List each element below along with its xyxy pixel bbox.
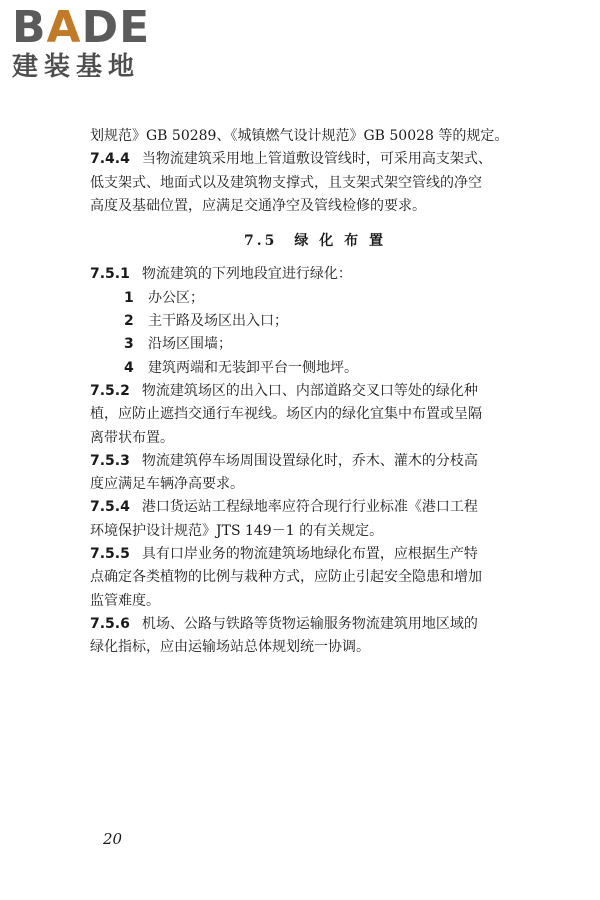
clause-7-4-4: 7.4.4 当物流建筑采用地上管道敷设管线时，可采用高支架式、	[90, 151, 492, 168]
clause-number: 7.5.3	[90, 452, 130, 469]
clause-7-5-6: 7.5.6 机场、公路与铁路等货物运输服务物流建筑用地区域的	[90, 615, 478, 632]
clause-text-line: 环境保护设计规范》JTS 149－1 的有关规定。	[90, 522, 384, 539]
logo-wordmark: BADE	[12, 2, 151, 53]
logo-subtitle: 建装基地	[12, 52, 141, 82]
clause-text-line: 监管难度。	[90, 592, 160, 609]
clause-text-line: 度应满足车辆净高要求。	[90, 476, 244, 493]
clause-number: 7.5.2	[90, 382, 130, 399]
continued-text: 划规范》GB 50289、《城镇燃气设计规范》GB 50028 等的规定。	[90, 128, 509, 144]
clause-text-line: 离带状布置。	[90, 429, 174, 446]
clause-number: 7.5.4	[90, 499, 130, 516]
list-item: 1 办公区；	[124, 289, 204, 306]
clause-text-line: 绿化指标，应由运输场站总体规划统一协调。	[90, 639, 370, 656]
clause-number: 7.5.5	[90, 546, 130, 563]
clause-number: 7.5.6	[90, 615, 130, 632]
clause-number: 7.5.1	[90, 266, 130, 283]
clause-text-line: 低支架式、地面式以及建筑物支撑式，且支架式架空管线的净空	[90, 174, 482, 191]
section-heading: 7.5 绿 化 布 置	[244, 233, 386, 250]
clause-7-5-4: 7.5.4 港口货运站工程绿地率应符合现行行业标准《港口工程	[90, 499, 478, 516]
page-body	[90, 125, 540, 660]
list-item: 3 沿场区围墙；	[124, 336, 232, 353]
clause-7-5-5: 7.5.5 具有口岸业务的物流建筑场地绿化布置，应根据生产特	[90, 546, 478, 563]
clause-text-line: 高度及基础位置，应满足交通净空及管线检修的要求。	[90, 197, 426, 214]
logo-accent-letter: A	[46, 2, 82, 53]
clause-number: 7.4.4	[90, 151, 130, 168]
list-item: 2 主干路及场区出入口；	[124, 313, 288, 330]
clause-7-5-2: 7.5.2 物流建筑场区的出入口、内部道路交叉口等处的绿化种	[90, 382, 478, 399]
page-number: 20	[103, 830, 123, 848]
clause-text-line: 点确定各类植物的比例与栽种方式，应防止引起安全隐患和增加	[90, 569, 482, 586]
clause-text-line: 植，应防止遮挡交通行车视线。场区内的绿化宜集中布置或呈隔	[90, 406, 482, 423]
clause-7-5-3: 7.5.3 物流建筑停车场周围设置绿化时，乔木、灌木的分枝高	[90, 452, 478, 469]
bade-logo	[12, 4, 187, 82]
list-item: 4 建筑两端和无装卸平台一侧地坪。	[124, 359, 358, 376]
clause-7-5-1: 7.5.1 物流建筑的下列地段宜进行绿化：	[90, 266, 352, 283]
